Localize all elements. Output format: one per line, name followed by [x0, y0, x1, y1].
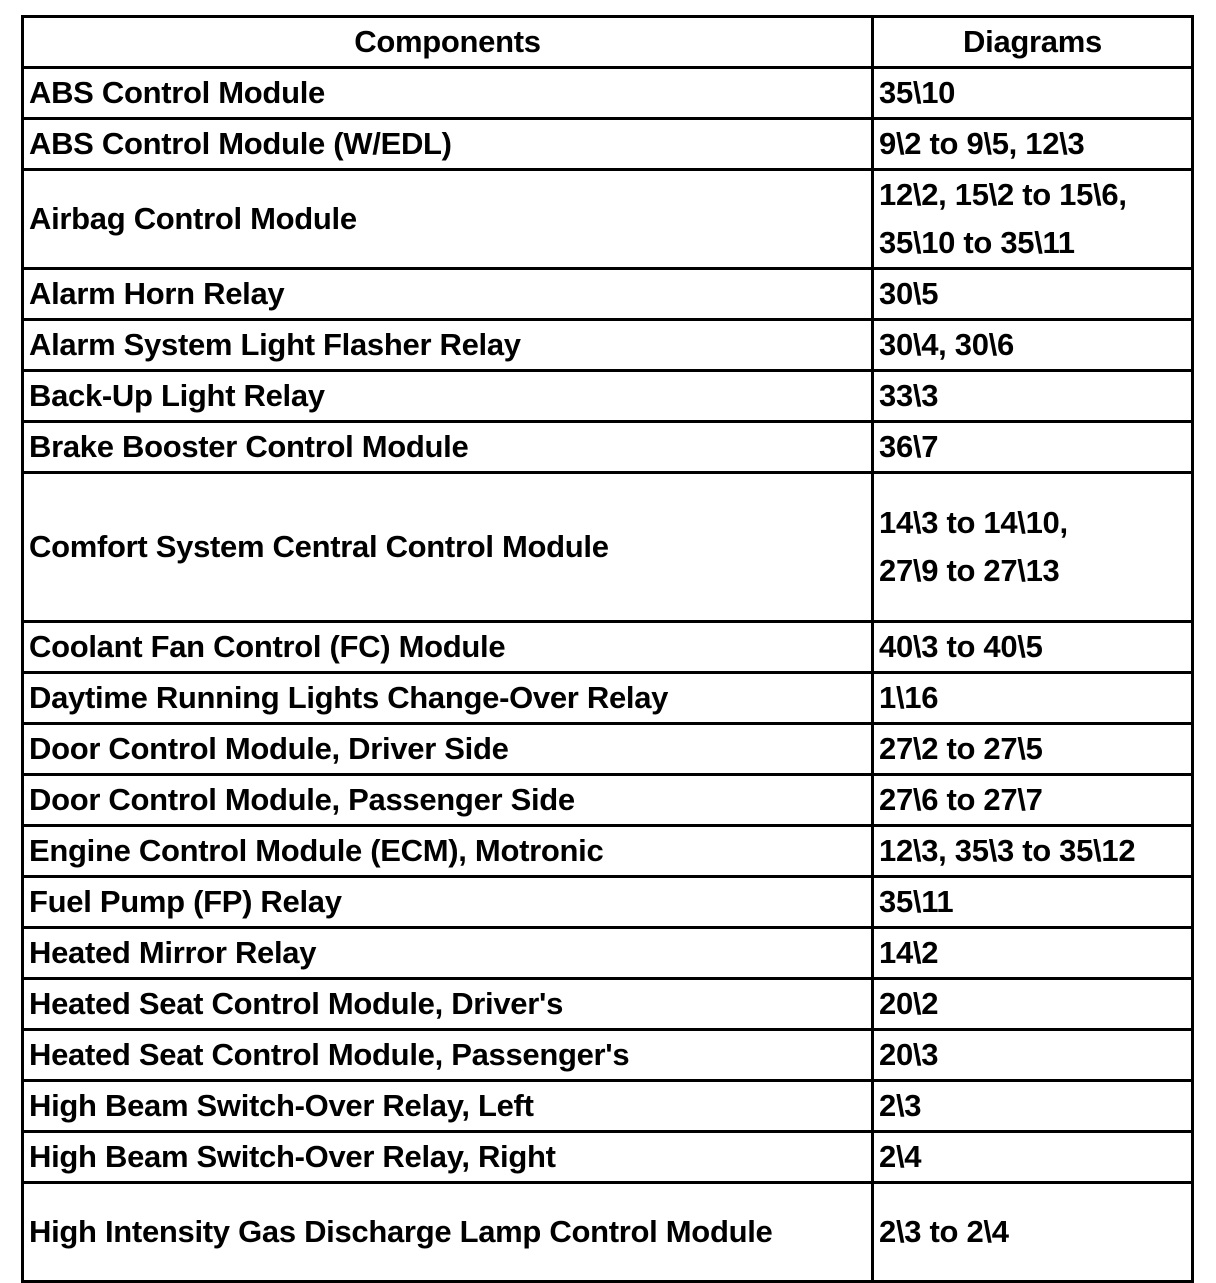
component-cell: Alarm Horn Relay — [23, 269, 873, 320]
table-row — [23, 1132, 1193, 1183]
component-cell: High Intensity Gas Discharge Lamp Control Module — [23, 1183, 873, 1282]
table-row — [23, 68, 1193, 119]
diagrams-cell: 2\3 to 2\4 — [873, 1183, 1193, 1282]
table-row — [23, 170, 1193, 269]
table-row — [23, 775, 1193, 826]
table-header — [23, 17, 1193, 68]
component-cell: Airbag Control Module — [23, 170, 873, 269]
component-cell: Door Control Module, Driver Side — [23, 724, 873, 775]
component-cell: Brake Booster Control Module — [23, 422, 873, 473]
diagrams-cell: 20\2 — [873, 979, 1193, 1030]
diagrams-cell: 12\3, 35\3 to 35\12 — [873, 826, 1193, 877]
table-row — [23, 473, 1193, 622]
diagrams-cell: 20\3 — [873, 1030, 1193, 1081]
diagrams-column-header: Diagrams — [873, 17, 1193, 68]
table-row — [23, 320, 1193, 371]
component-cell: Engine Control Module (ECM), Motronic — [23, 826, 873, 877]
diagrams-cell: 27\2 to 27\5 — [873, 724, 1193, 775]
table-row — [23, 269, 1193, 320]
diagrams-cell: 12\2, 15\2 to 15\6, 35\10 to 35\11 — [873, 170, 1193, 269]
table-body — [23, 68, 1193, 1282]
table-row — [23, 1081, 1193, 1132]
diagrams-cell: 2\4 — [873, 1132, 1193, 1183]
component-cell: Alarm System Light Flasher Relay — [23, 320, 873, 371]
diagrams-cell: 36\7 — [873, 422, 1193, 473]
table-row — [23, 371, 1193, 422]
component-cell: Heated Seat Control Module, Driver's — [23, 979, 873, 1030]
component-cell: Daytime Running Lights Change-Over Relay — [23, 673, 873, 724]
component-cell: High Beam Switch-Over Relay, Left — [23, 1081, 873, 1132]
component-cell: Heated Mirror Relay — [23, 928, 873, 979]
diagrams-cell: 2\3 — [873, 1081, 1193, 1132]
table-row — [23, 1183, 1193, 1282]
component-cell: Coolant Fan Control (FC) Module — [23, 622, 873, 673]
component-cell: Back-Up Light Relay — [23, 371, 873, 422]
component-cell: ABS Control Module (W/EDL) — [23, 119, 873, 170]
diagrams-cell: 14\3 to 14\10, 27\9 to 27\13 — [873, 473, 1193, 622]
component-cell: Door Control Module, Passenger Side — [23, 775, 873, 826]
table-row — [23, 826, 1193, 877]
diagrams-cell: 33\3 — [873, 371, 1193, 422]
diagrams-cell: 27\6 to 27\7 — [873, 775, 1193, 826]
component-cell: Comfort System Central Control Module — [23, 473, 873, 622]
components-column-header: Components — [23, 17, 873, 68]
table-row — [23, 622, 1193, 673]
table-row — [23, 979, 1193, 1030]
table-row — [23, 928, 1193, 979]
table-row — [23, 422, 1193, 473]
component-cell: Fuel Pump (FP) Relay — [23, 877, 873, 928]
diagrams-cell: 30\5 — [873, 269, 1193, 320]
diagrams-cell: 14\2 — [873, 928, 1193, 979]
table-row — [23, 673, 1193, 724]
component-cell: Heated Seat Control Module, Passenger's — [23, 1030, 873, 1081]
diagrams-cell: 9\2 to 9\5, 12\3 — [873, 119, 1193, 170]
diagrams-cell: 30\4, 30\6 — [873, 320, 1193, 371]
header-row — [23, 17, 1193, 68]
diagrams-cell: 35\11 — [873, 877, 1193, 928]
diagrams-cell: 35\10 — [873, 68, 1193, 119]
table-row — [23, 119, 1193, 170]
table-row — [23, 1030, 1193, 1081]
components-diagrams-table — [21, 15, 1194, 1283]
component-cell: ABS Control Module — [23, 68, 873, 119]
component-cell: High Beam Switch-Over Relay, Right — [23, 1132, 873, 1183]
table-row — [23, 724, 1193, 775]
diagrams-cell: 1\16 — [873, 673, 1193, 724]
diagrams-cell: 40\3 to 40\5 — [873, 622, 1193, 673]
table-row — [23, 877, 1193, 928]
